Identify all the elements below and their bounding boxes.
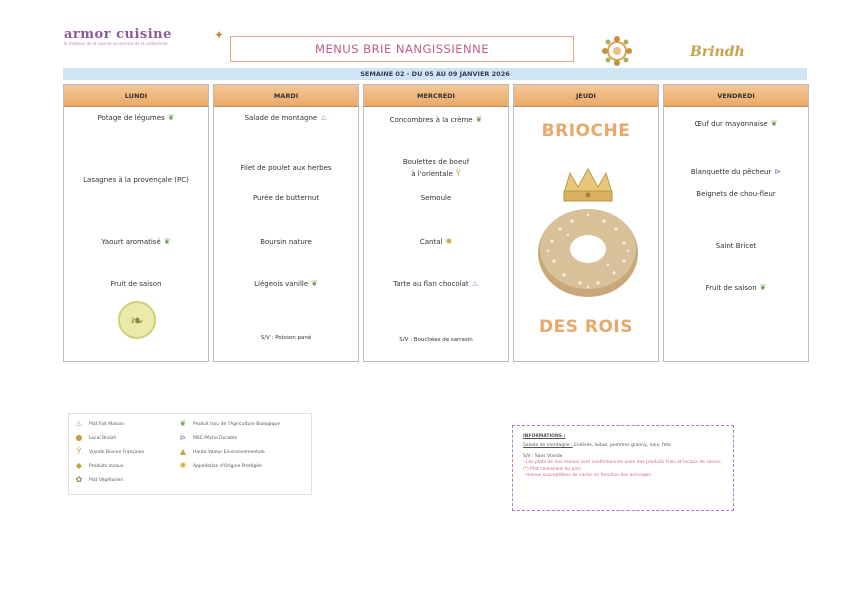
bio-icon: ❦ — [759, 283, 767, 292]
day-column-vendredi — [663, 84, 809, 362]
special-title-top: BRIOCHE — [541, 121, 631, 141]
dish: Boursin nature — [260, 238, 312, 246]
special-title-bottom: DES ROIS — [539, 317, 633, 337]
legend-item: ● Local Breizh — [73, 434, 116, 442]
star-icon: ✦ — [214, 28, 225, 42]
dish: à l'orientale Ÿ — [411, 169, 461, 178]
vegetarian-icon: ✿ — [75, 475, 83, 484]
day-header: MERCREDI — [364, 85, 508, 107]
logo-title: armor cuisine — [64, 27, 172, 42]
day-column-mercredi — [363, 84, 509, 362]
aop-icon: ✺ — [179, 461, 187, 470]
dish: Purée de butternut — [252, 194, 320, 202]
legend-item: ⊳ MSC Pêche Durable — [177, 434, 237, 442]
legend-item: ✺ Appellation d'Origine Protégée — [177, 462, 262, 470]
bio-icon: ❦ — [311, 279, 318, 288]
info-note: - menus susceptibles de varier en fonction des arrivages — [523, 473, 651, 478]
local-product-icon: ◆ — [75, 461, 83, 470]
chef-hat-icon: ♨ — [471, 279, 479, 288]
dish: Semoule — [420, 194, 452, 202]
dish: Beignets de chou-fleur — [696, 190, 776, 198]
day-header: JEUDI — [514, 85, 658, 107]
day-column-mardi — [213, 84, 359, 362]
dish: Blanquette du pêcheur ⊳ — [690, 167, 782, 176]
legend — [68, 413, 312, 495]
chef-hat-icon: ♨ — [75, 419, 83, 428]
info-sv: S/V : Sans Viande — [523, 453, 563, 459]
day-header: MARDI — [214, 85, 358, 107]
decorative-text: Brindh — [690, 44, 745, 60]
bio-icon: ❦ — [770, 119, 778, 128]
dish: Saint Bricet — [715, 242, 757, 250]
dish-sans-viande: S/V : Bouchées de sarrasin — [399, 337, 473, 343]
dish: Salade de montagne ♨ — [244, 113, 328, 122]
ornament-icon — [600, 34, 634, 68]
dish: Cantal ✺ — [419, 237, 453, 246]
seasonal-leaf-icon: ❧ — [118, 301, 156, 339]
info-title: INFORMATIONS : — [523, 434, 566, 439]
info-box — [512, 425, 734, 511]
dish: Tarte au flan chocolat ♨ — [393, 279, 479, 288]
hve-icon: ▲ — [179, 447, 187, 456]
day-header: LUNDI — [64, 85, 208, 107]
dish-sans-viande: S/V : Poisson pané — [260, 335, 312, 341]
legend-item: ▲ Haute Valeur Environnementale — [177, 448, 265, 456]
day-column-jeudi — [513, 84, 659, 362]
dish: Yaourt aromatisé ❦ — [101, 237, 171, 246]
legend-item: ❦ Produit Issu de l'Agriculture Biologique — [177, 420, 280, 428]
fish-icon: ⊳ — [774, 167, 782, 176]
bio-icon: ❦ — [163, 237, 171, 246]
dish: Lasagnes à la provençale (PC) — [83, 176, 189, 184]
dish: Boulettes de boeuf — [402, 158, 470, 166]
dish: Potage de légumes ❦ — [97, 113, 175, 122]
legend-item: ✿ Plat Végétarien — [73, 476, 123, 484]
chef-hat-icon: ♨ — [320, 113, 328, 122]
week-banner: SEMAINE 02 - DU 05 AU 09 JANVIER 2026 — [63, 68, 807, 80]
logo — [64, 28, 224, 52]
dish: Fruit de saison ❦ — [705, 283, 767, 292]
bio-icon: ❦ — [167, 113, 175, 122]
bio-icon: ❦ — [475, 115, 483, 124]
aop-icon: ✺ — [445, 237, 453, 246]
info-note: - Les plats de nos menus sont confectionnés avec des produits frais et locaux de saison — [523, 460, 721, 465]
legend-item: ♨ Plat Fait Maison — [73, 420, 124, 428]
french-meat-icon: Ÿ — [76, 447, 82, 456]
fish-icon: ⊳ — [179, 433, 187, 442]
french-meat-icon: Ÿ — [455, 169, 461, 178]
day-column-lundi — [63, 84, 209, 362]
dish: Concombres à la crème ❦ — [389, 115, 483, 124]
dish: Fruit de saison — [110, 280, 162, 288]
dish: Œuf dur mayonnaise ❦ — [694, 119, 778, 128]
galette-brioche-crown-icon — [534, 165, 642, 305]
dish: Liégeois vanille ❦ — [254, 279, 318, 288]
day-header: VENDREDI — [664, 85, 808, 107]
local-breizh-icon: ● — [75, 433, 83, 442]
menu-title: MENUS BRIE NANGISSIENNE — [230, 36, 574, 62]
info-salade: Salade de montagne : Endives, laitue, pommes granny, noix, feta — [523, 443, 671, 448]
info-note: (*) Plat contenant du porc — [523, 466, 582, 472]
dish: Filet de poulet aux herbes — [240, 164, 332, 172]
bio-icon: ❦ — [179, 419, 187, 428]
legend-item: ◆ Produits locaux — [73, 462, 123, 470]
legend-item: Ÿ Viande Bovine Française — [73, 448, 144, 456]
logo-subtitle: le meilleur de la cuisine au service de la collectivité — [64, 41, 168, 46]
